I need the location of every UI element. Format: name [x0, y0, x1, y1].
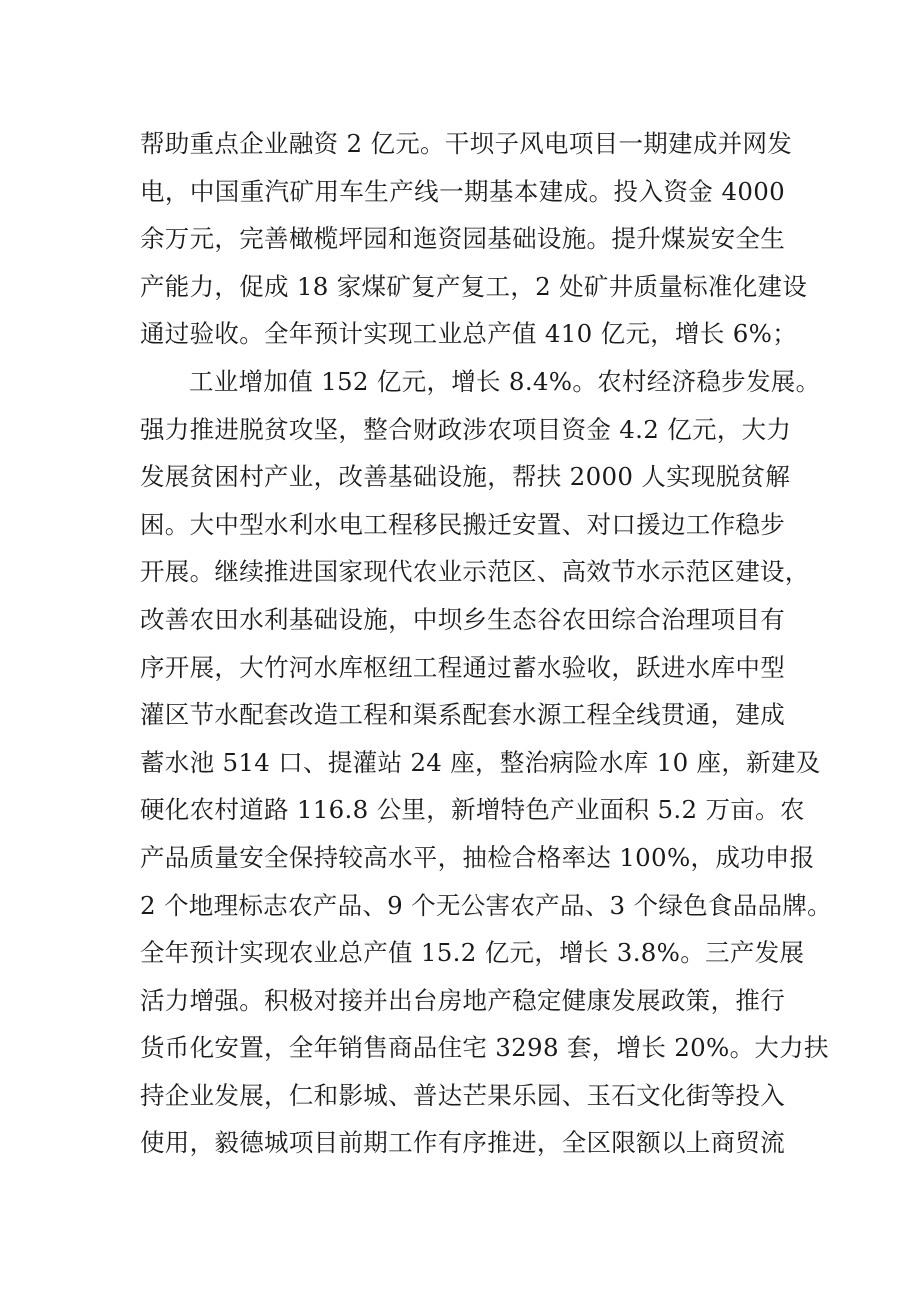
body-text [140, 120, 832, 1167]
text-line-16: 产品质量安全保持较高水平，抽检合格率达 100%，成功申报 [140, 842, 815, 872]
text-line-12: 序开展，大竹河水库枢纽工程通过蓄水验收，跃进水库中型 [140, 652, 785, 682]
text-line-17: 2 个地理标志农产品、9 个无公害农产品、3 个绿色食品品牌。 [140, 890, 832, 920]
text-line-6: 工业增加值 152 亿元，增长 8.4%。农村经济稳步发展。 [189, 366, 821, 396]
text-line-22: 使用，毅德城项目前期工作有序推进，全区限额以上商贸流 [140, 1128, 785, 1158]
text-line-13: 灌区节水配套改造工程和渠系配套水源工程全线贯通，建成 [140, 700, 785, 730]
text-line-2: 电，中国重汽矿用车生产线一期基本建成。投入资金 4000 [140, 176, 785, 206]
text-line-11: 改善农田水利基础设施，中坝乡生态谷农田综合治理项目有 [140, 604, 785, 634]
text-line-10: 开展。继续推进国家现代农业示范区、高效节水示范区建设， [140, 557, 810, 587]
text-line-9: 困。大中型水利水电工程移民搬迁安置、对口援边工作稳步 [140, 509, 785, 539]
text-line-4: 产能力，促成 18 家煤矿复产复工，2 处矿井质量标准化建设 [140, 271, 808, 301]
text-line-7: 强力推进脱贫攻坚，整合财政涉农项目资金 4.2 亿元，大力 [140, 414, 792, 444]
text-line-14: 蓄水池 514 口、提灌站 24 座，整治病险水库 10 座，新建及 [140, 747, 821, 777]
text-line-18: 全年预计实现农业总产值 15.2 亿元，增长 3.8%。三产发展 [140, 938, 805, 968]
text-line-21: 持企业发展，仁和影城、普达芒果乐园、玉石文化街等投入 [140, 1080, 785, 1110]
text-line-1: 帮助重点企业融资 2 亿元。干坝子风电项目一期建成并网发 [140, 129, 793, 158]
text-line-15: 硬化农村道路 116.8 公里，新增特色产业面积 5.2 万亩。农 [140, 795, 805, 825]
text-line-8: 发展贫困村产业，改善基础设施，帮扶 2000 人实现脱贫解 [140, 462, 791, 492]
text-line-19: 活力增强。积极对接并出台房地产稳定健康发展政策，推行 [140, 985, 785, 1015]
text-line-20: 货币化安置，全年销售商品住宅 3298 套，增长 20%。大力扶 [140, 1033, 829, 1063]
text-line-3: 余万元，完善橄榄坪园和迤资园基础设施。提升煤炭安全生 [140, 224, 785, 254]
text-line-5: 通过验收。全年预计实现工业总产值 410 亿元，增长 6%； [140, 319, 797, 349]
